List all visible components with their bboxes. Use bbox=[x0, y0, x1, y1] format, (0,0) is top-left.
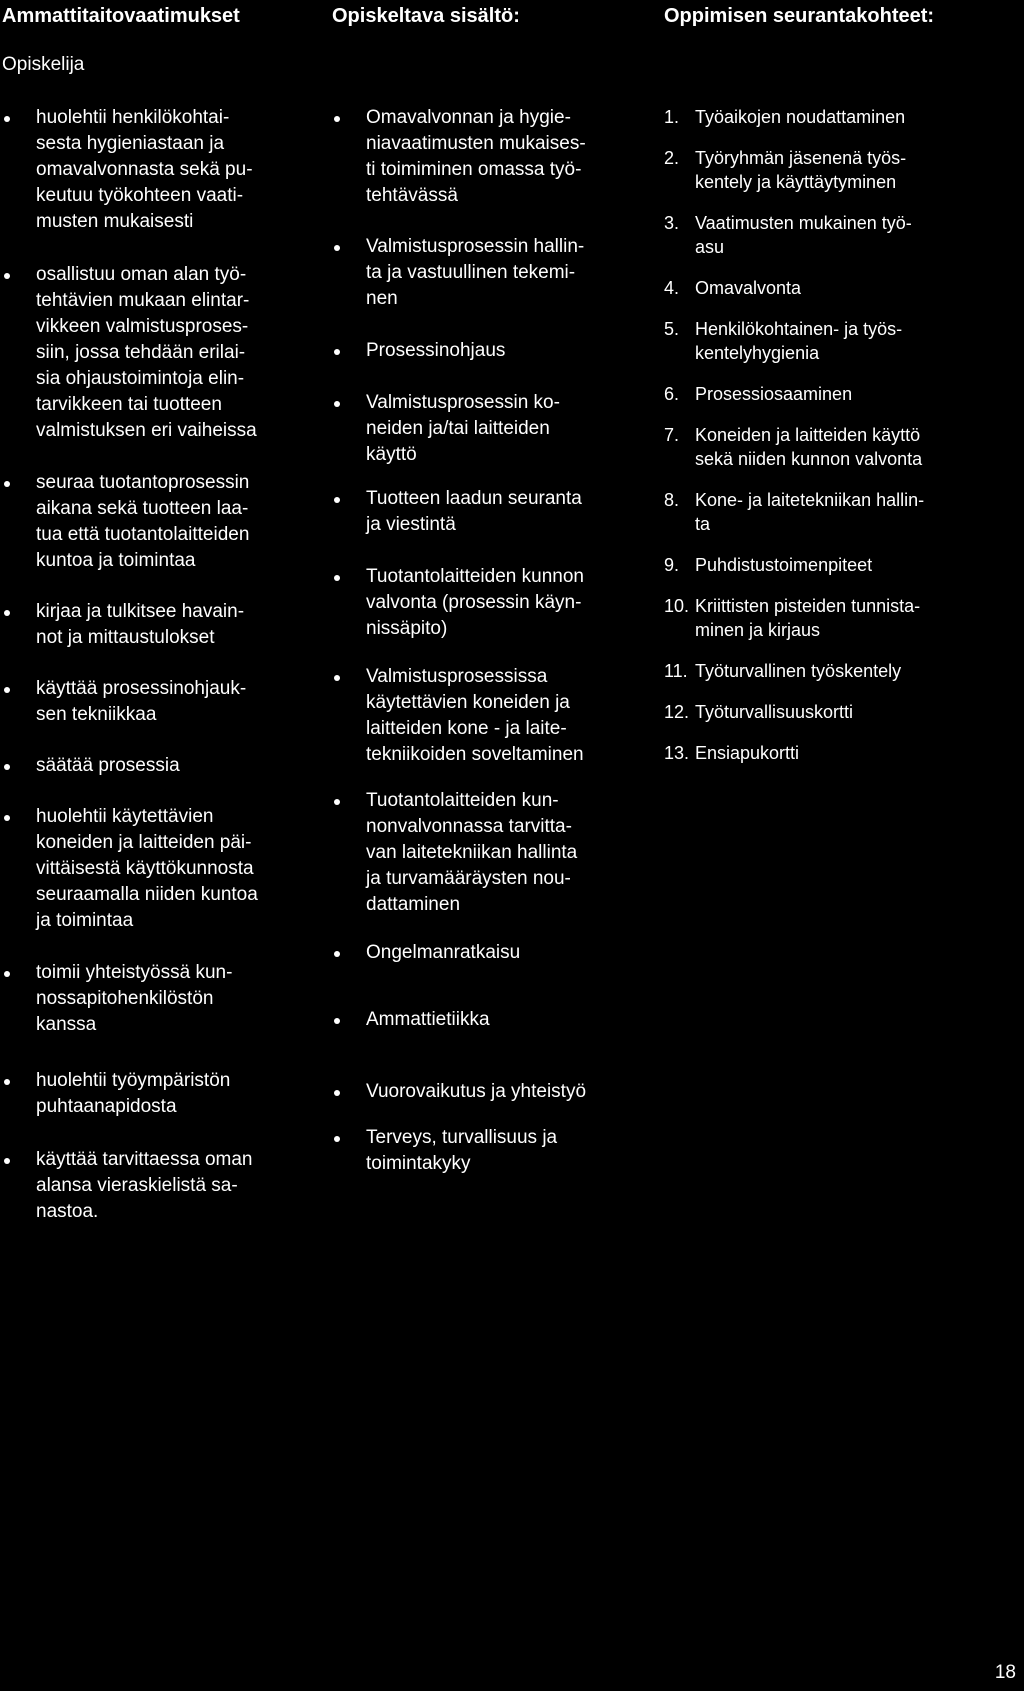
requirement-item: käyttää prosessinohjauk- sen tekniikkaa bbox=[0, 676, 320, 728]
monitoring-item: 2. Työryhmän jäsenenä työs- kentely ja käyttäytyminen bbox=[664, 148, 907, 192]
bullet-icon bbox=[334, 497, 340, 503]
bullet-icon bbox=[334, 1018, 340, 1024]
monitoring-item: 6. Prosessiosaaminen bbox=[664, 384, 853, 404]
bullet-icon bbox=[334, 1136, 340, 1142]
monitoring-item: 4. Omavalvonta bbox=[664, 278, 802, 298]
monitoring-item: 8. Kone- ja laitetekniikan hallin- ta bbox=[664, 490, 925, 534]
monitoring-item: 1. Työaikojen noudattaminen bbox=[664, 107, 906, 127]
bullet-icon bbox=[334, 799, 340, 805]
content-item: Tuotteen laadun seuranta ja viestintä bbox=[330, 486, 650, 538]
bullet-icon bbox=[4, 1079, 10, 1085]
content-item: Valmistusprosessin hallin- ta ja vastuullinen tekemi- nen bbox=[330, 234, 650, 312]
requirement-item: huolehtii käytettävien koneiden ja laitteiden päi- vittäisestä käyttökunnosta seuraamalla niiden kuntoa ja toimintaa bbox=[0, 804, 320, 934]
monitoring-list bbox=[664, 105, 1004, 782]
requirement-item: toimii yhteistyössä kun- nossapitohenkilöstön kanssa bbox=[0, 960, 320, 1038]
bullet-icon bbox=[4, 481, 10, 487]
requirement-item: seuraa tuotantoprosessin aikana sekä tuotteen laa- tua että tuotantolaitteiden kuntoa ja toimintaa bbox=[0, 470, 320, 574]
bullet-icon bbox=[4, 815, 10, 821]
requirement-item: säätää prosessia bbox=[0, 753, 320, 779]
monitoring-item: 10. Kriittisten pisteiden tunnista- minen ja kirjaus bbox=[664, 596, 921, 640]
bullet-icon bbox=[4, 971, 10, 977]
monitoring-item: 13. Ensiapukortti bbox=[664, 743, 800, 763]
content-item: Vuorovaikutus ja yhteistyö bbox=[330, 1079, 650, 1105]
contents-list bbox=[330, 105, 650, 1177]
bullet-icon bbox=[334, 245, 340, 251]
bullet-icon bbox=[4, 610, 10, 616]
monitoring-item: 5. Henkilökohtainen- ja työs- kentelyhygienia bbox=[664, 319, 903, 363]
bullet-icon bbox=[334, 401, 340, 407]
monitoring-item: 7. Koneiden ja laitteiden käyttö sekä niiden kunnon valvonta bbox=[664, 425, 923, 469]
requirement-item: kirjaa ja tulkitsee havain- not ja mittaustulokset bbox=[0, 599, 320, 651]
content-item: Valmistusprosessin ko- neiden ja/tai laitteiden käyttö bbox=[330, 390, 650, 468]
content-item: Prosessinohjaus bbox=[330, 338, 650, 364]
requirement-item: käyttää tarvittaessa oman alansa vieraskielistä sa- nastoa. bbox=[0, 1147, 320, 1225]
bullet-icon bbox=[4, 764, 10, 770]
content-item: Terveys, turvallisuus ja toimintakyky bbox=[330, 1125, 650, 1177]
requirements-list bbox=[0, 105, 320, 1225]
monitoring-item: 11. Työturvallinen työskentely bbox=[664, 661, 902, 681]
bullet-icon bbox=[334, 1090, 340, 1096]
bullet-icon bbox=[4, 1158, 10, 1164]
monitoring-item: 9. Puhdistustoimenpiteet bbox=[664, 555, 873, 575]
requirement-item: huolehtii henkilökohtai- sesta hygieniastaan ja omavalvonnasta sekä pu- keutuu työkohteen vaati- musten mukaisesti bbox=[0, 105, 320, 235]
content-item: Valmistusprosessissa käytettävien koneiden ja laitteiden kone - ja laite- tekniikoiden soveltaminen bbox=[330, 664, 650, 768]
header-requirements: Ammattitaitovaatimukset bbox=[2, 5, 240, 27]
subheader-student: Opiskelija bbox=[2, 54, 85, 75]
header-contents: Opiskeltava sisältö: bbox=[332, 5, 520, 27]
requirement-item: osallistuu oman alan työ- tehtävien mukaan elintar- vikkeen valmistusproses- siin, jossa tehdään erilai- sia ohjaustoimintoja elin- tarvikkeen tai tuotteen valmistuksen eri vaiheissa bbox=[0, 262, 320, 444]
bullet-icon bbox=[334, 349, 340, 355]
content-item: Tuotantolaitteiden kun- nonvalvonnassa tarvitta- van laitetekniikan hallinta ja turvamääräysten nou- dattaminen bbox=[330, 788, 650, 918]
header-monitoring: Oppimisen seurantakohteet: bbox=[664, 5, 935, 27]
content-item: Ammattietiikka bbox=[330, 1007, 650, 1033]
bullet-icon bbox=[334, 116, 340, 122]
requirement-item: huolehtii työympäristön puhtaanapidosta bbox=[0, 1068, 320, 1120]
content-item: Omavalvonnan ja hygie- niavaatimusten mukaises- ti toimiminen omassa työ- tehtävässä bbox=[330, 105, 650, 209]
monitoring-item: 12. Työturvallisuuskortti bbox=[664, 702, 854, 722]
content-item: Ongelmanratkaisu bbox=[330, 940, 650, 966]
monitoring-item: 3. Vaatimusten mukainen työ- asu bbox=[664, 213, 912, 257]
content-item: Tuotantolaitteiden kunnon valvonta (prosessin käyn- nissäpito) bbox=[330, 564, 650, 642]
bullet-icon bbox=[334, 575, 340, 581]
bullet-icon bbox=[4, 687, 10, 693]
page-number: 18 bbox=[994, 1662, 1016, 1683]
bullet-icon bbox=[334, 675, 340, 681]
bullet-icon bbox=[334, 951, 340, 957]
bullet-icon bbox=[4, 116, 10, 122]
bullet-icon bbox=[4, 273, 10, 279]
